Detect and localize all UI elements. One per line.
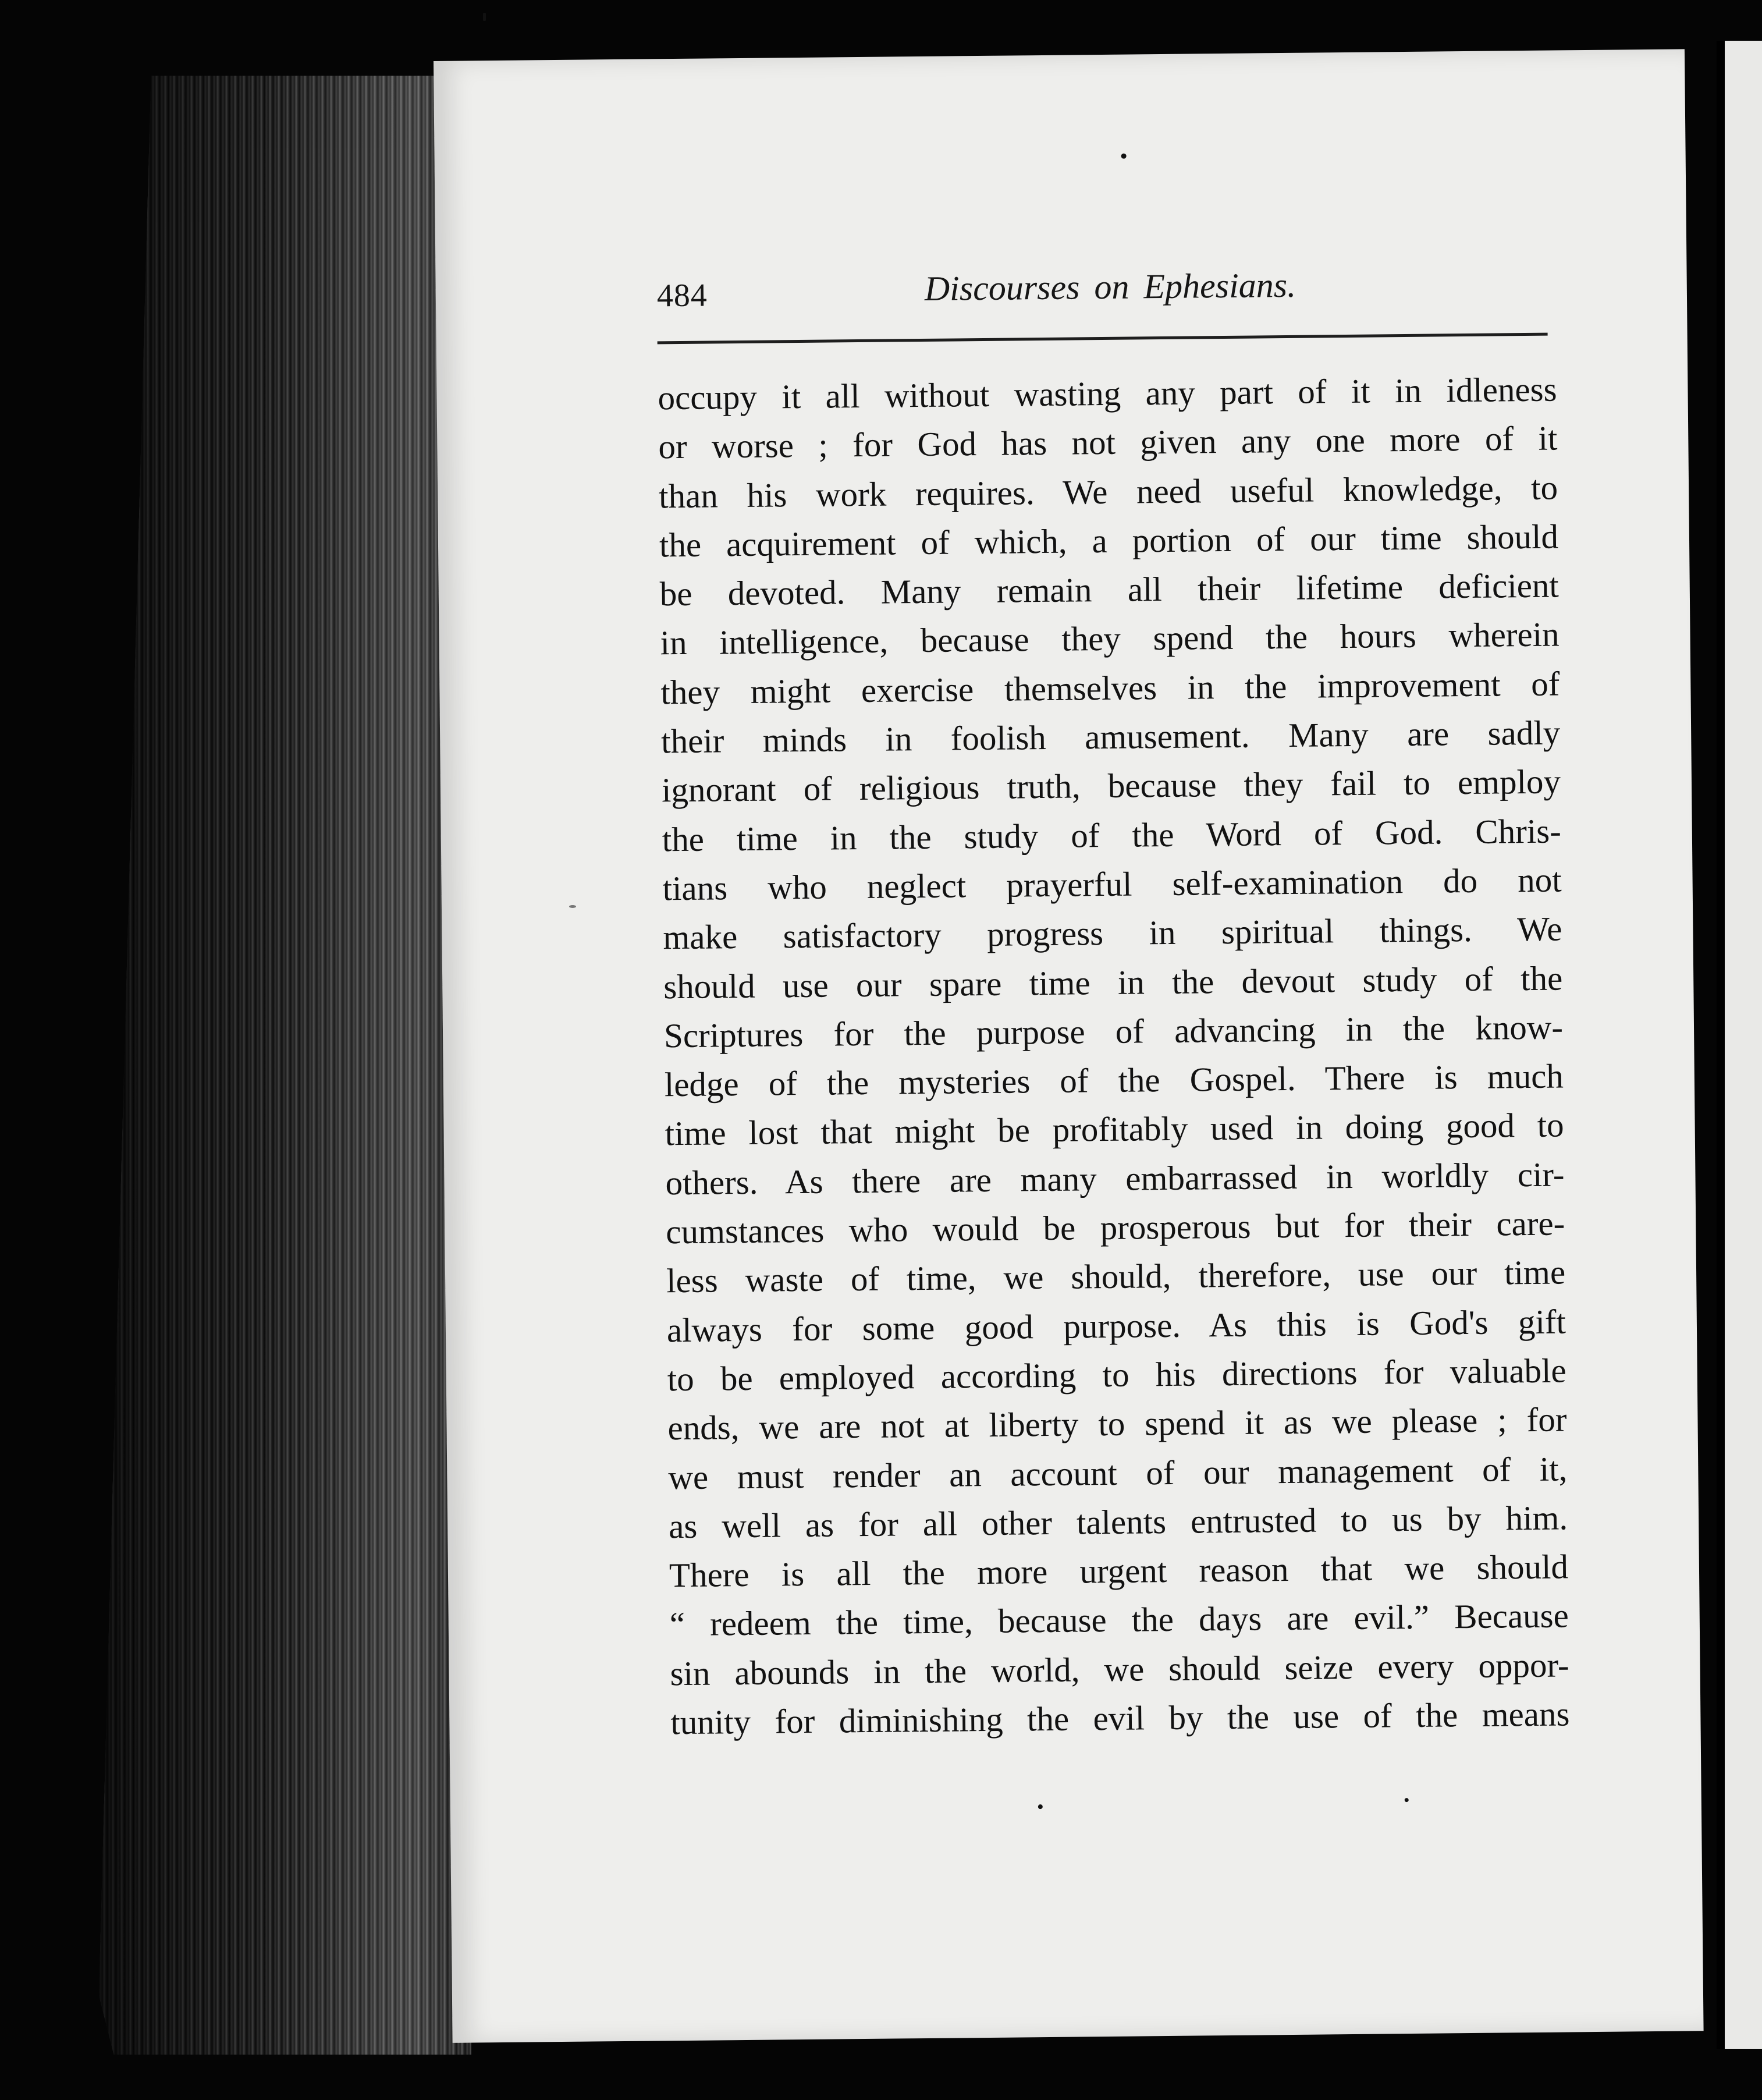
text-line: should use our spare time in the devout study of the bbox=[663, 959, 1563, 1006]
book-page bbox=[434, 49, 1704, 2042]
text-line: be devoted. Many remain all their lifetime deficient bbox=[659, 566, 1559, 613]
text-line: to be employed according to his directions for valuable bbox=[667, 1351, 1566, 1399]
text-line: in intelligence, because they spend the hours wherein bbox=[660, 615, 1559, 662]
text-line: sin abounds in the world, we should seize every oppor- bbox=[670, 1645, 1569, 1693]
text-line: ignorant of religious truth, because they fail to employ bbox=[661, 762, 1561, 810]
text-line: make satisfactory progress in spiritual things. We bbox=[663, 909, 1562, 957]
page-stack-shadow bbox=[99, 76, 471, 2055]
text-line: we must render an account of our management of it, bbox=[668, 1449, 1568, 1496]
text-line: others. As there are many embarrassed in worldly cir- bbox=[665, 1155, 1565, 1202]
page-number: 484 bbox=[656, 277, 708, 314]
text-line: ends, we are not at liberty to spend it as we please ; for bbox=[667, 1400, 1567, 1448]
body-text bbox=[658, 364, 1570, 1747]
text-line: tians who neglect prayerful self-examination do not bbox=[662, 860, 1562, 908]
text-line: their minds in foolish amusement. Many are sadly bbox=[660, 713, 1561, 761]
text-line: or worse ; for God has not given any one more of it bbox=[658, 418, 1558, 466]
running-title: Discourses on Ephesians. bbox=[924, 265, 1296, 308]
text-line: the time in the study of the Word of God. Chris- bbox=[662, 811, 1562, 859]
text-line: occupy it all without wasting any part of it in idleness bbox=[658, 370, 1557, 417]
scan-speck bbox=[483, 13, 486, 21]
text-line: There is all the more urgent reason that we should bbox=[669, 1547, 1569, 1595]
scan-speck bbox=[1405, 1798, 1409, 1802]
facing-page-edge bbox=[1717, 41, 1762, 2049]
text-line: cumstances who would be prosperous but for their care- bbox=[666, 1204, 1565, 1251]
text-line: always for some good purpose. As this is God's gift bbox=[666, 1302, 1566, 1349]
text-line: less waste of time, we should, therefore, use our time bbox=[666, 1253, 1566, 1300]
scan-speck bbox=[569, 905, 576, 908]
scan-speck bbox=[1121, 154, 1127, 159]
header-rule bbox=[658, 333, 1548, 345]
text-line: ledge of the mysteries of the Gospel. There is much bbox=[664, 1056, 1564, 1104]
text-line: than his work requires. We need useful knowledge, to bbox=[658, 468, 1558, 515]
text-line: they might exercise themselves in the improvement of bbox=[660, 664, 1560, 712]
page-header bbox=[656, 264, 1425, 336]
text-line: “ redeem the time, because the days are evil.” Because bbox=[669, 1596, 1569, 1644]
text-line: as well as for all other talents entrusted to us by him. bbox=[668, 1498, 1568, 1546]
text-line: tunity for diminishing the evil by the use of the means bbox=[670, 1694, 1570, 1742]
text-line: Scriptures for the purpose of advancing in the know- bbox=[663, 1008, 1564, 1055]
scan-speck bbox=[1038, 1804, 1043, 1809]
text-line: time lost that might be profitably used in doing good to bbox=[665, 1105, 1564, 1153]
text-line: the acquirement of which, a portion of our time should bbox=[659, 517, 1559, 565]
